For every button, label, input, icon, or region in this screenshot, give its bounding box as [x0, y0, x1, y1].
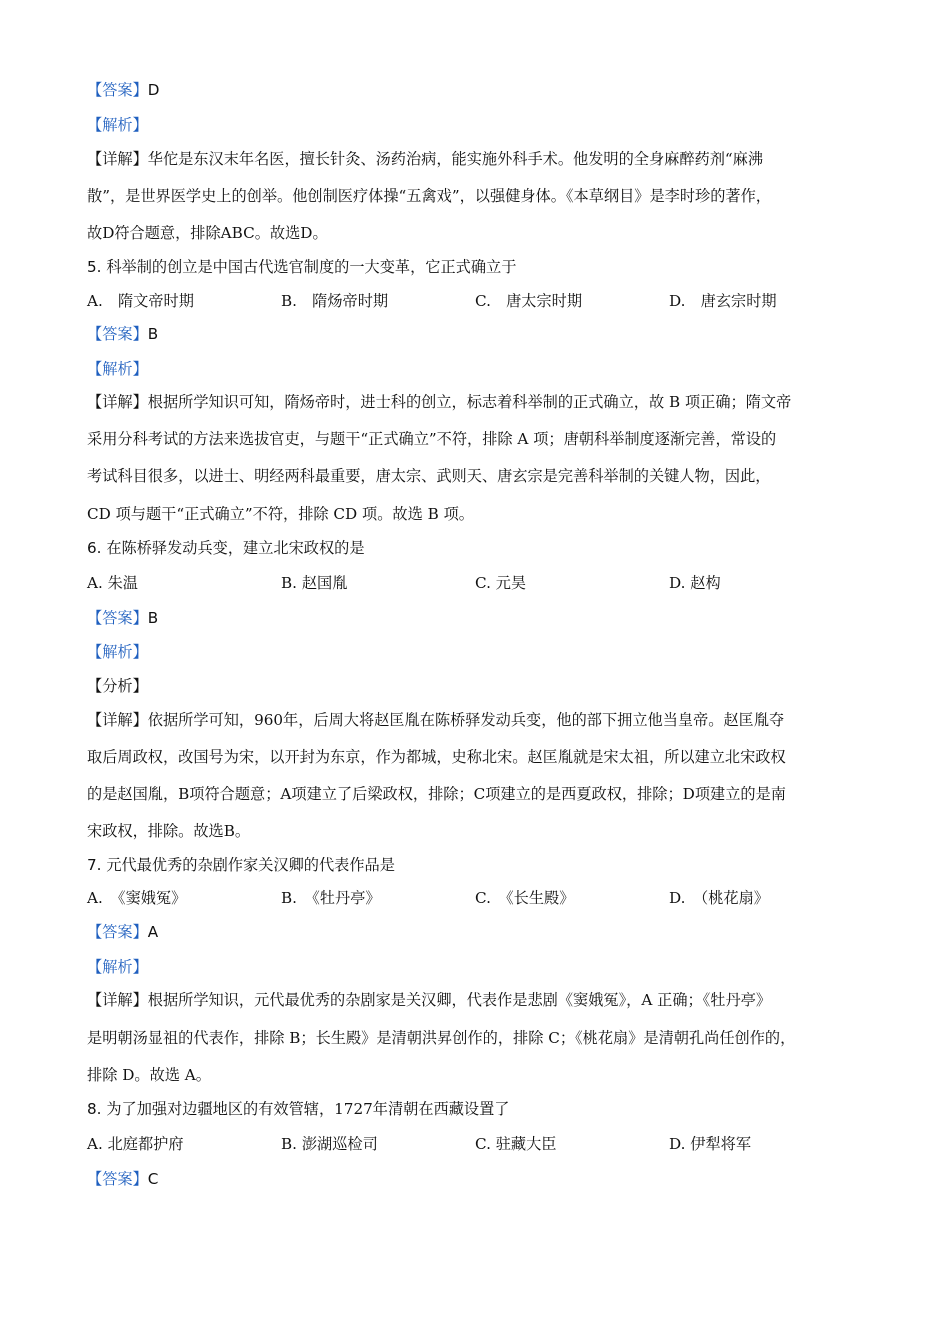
q7-option-b: B. 《牡丹亭》 — [281, 889, 381, 907]
detail-text: 根据所学知识，元代最优秀的杂剧家是关汉卿，代表作是悲剧《窦娥冤》，A 正确；《牡丹亭》 — [147, 991, 772, 1009]
q5-option-a: A. 隋文帝时期 — [87, 292, 194, 310]
q5-option-d: D. 唐玄宗时期 — [669, 292, 777, 310]
q4-answer — [87, 79, 159, 101]
q7-stem — [87, 854, 395, 876]
q7-answer — [87, 921, 158, 943]
question-text: 元代最优秀的杂剧作家关汉卿的代表作品是 — [106, 856, 395, 874]
q7-option-a: A. 《窦娥冤》 — [87, 889, 187, 907]
q5-answer — [87, 323, 158, 345]
q6-analysis-tag: 【解析】 — [87, 643, 148, 661]
q6-answer — [87, 607, 158, 629]
q6-fenxi-tag: 【分析】 — [87, 677, 148, 695]
answer-tag: 【答案】 — [87, 1170, 148, 1188]
q6-stem — [87, 537, 365, 559]
q5-stem — [87, 256, 516, 278]
q5-analysis-tag: 【解析】 — [87, 360, 148, 378]
q6-option-d: D. 赵构 — [669, 574, 721, 592]
answer-tag: 【答案】 — [87, 81, 148, 99]
q6-detail-line-3: 的是赵国胤，B项符合题意；A项建立了后梁政权，排除；C项建立的是西夏政权，排除；D项建立的是南 — [87, 785, 786, 803]
answer-tag: 【答案】 — [87, 609, 148, 627]
q4-analysis-tag: 【解析】 — [87, 116, 148, 134]
q8-option-b: B. 澎湖巡检司 — [281, 1135, 378, 1153]
q4-detail-line-3: 故D符合题意，排除ABC。故选D。 — [87, 224, 328, 242]
q4-detail-line-1 — [87, 148, 763, 170]
detail-text: 华佗是东汉末年名医，擅长针灸、汤药治病，能实施外科手术。他发明的全身麻醉药剂“麻沸 — [147, 150, 764, 168]
question-number: 8. — [87, 1100, 102, 1118]
q7-option-d: D. （桃花扇》 — [669, 889, 769, 907]
detail-text: 依据所学可知，960年，后周大将赵匡胤在陈桥驿发动兵变，他的部下拥立他当皇帝。赵匡胤夺 — [147, 711, 785, 729]
q8-option-c: C. 驻藏大臣 — [475, 1135, 557, 1153]
answer-tag: 【答案】 — [87, 325, 148, 343]
q7-detail-line-1 — [87, 989, 771, 1011]
q6-option-b: B. 赵国胤 — [281, 574, 348, 592]
q5-detail-line-4: CD 项与题干“正式确立”不符，排除 CD 项。故选 B 项。 — [87, 505, 474, 523]
q7-detail-line-3: 排除 D。故选 A。 — [87, 1066, 211, 1084]
q5-detail-line-3: 考试科目很多，以进士、明经两科最重要，唐太宗、武则天、唐玄宗是完善科举制的关键人物，因此， — [87, 467, 771, 485]
q5-detail-line-1 — [87, 391, 791, 413]
q5-detail-line-2: 采用分科考试的方法来选拔官吏，与题干“正式确立”不符，排除 A 项；唐朝科举制度逐渐完善，常设的 — [87, 430, 777, 448]
detail-tag: 【详解】 — [87, 393, 148, 411]
answer-value: A — [147, 923, 159, 941]
answer-value: B — [147, 325, 159, 343]
q8-option-d: D. 伊犁将军 — [669, 1135, 752, 1153]
answer-value: C — [147, 1170, 159, 1188]
q5-option-b: B. 隋炀帝时期 — [281, 292, 389, 310]
question-text: 在陈桥驿发动兵变，建立北宋政权的是 — [106, 539, 365, 557]
q7-option-c: C. 《长生殿》 — [475, 889, 575, 907]
question-number: 5. — [87, 258, 102, 276]
question-text: 为了加强对边疆地区的有效管辖，1727年清朝在西藏设置了 — [106, 1100, 510, 1118]
q4-detail-line-2: 散”，是世界医学史上的创举。他创制医疗体操“五禽戏”，以强健身体。《本草纲目》是李时珍的著作， — [87, 187, 771, 205]
q6-option-c: C. 元昊 — [475, 574, 527, 592]
q6-detail-line-1 — [87, 709, 784, 731]
q8-option-a: A. 北庭都护府 — [87, 1135, 184, 1153]
q8-answer — [87, 1168, 158, 1190]
answer-tag: 【答案】 — [87, 923, 148, 941]
q8-stem — [87, 1098, 509, 1120]
question-number: 6. — [87, 539, 102, 557]
detail-text: 根据所学知识可知，隋炀帝时，进士科的创立，标志着科举制的正式确立，故 B 项正确；隋文帝 — [147, 393, 792, 411]
q6-detail-line-4: 宋政权，排除。故选B。 — [87, 822, 251, 840]
q7-detail-line-2: 是明朝汤显祖的代表作，排除 B；长生殿》是清朝洪昇创作的，排除 C；《桃花扇》是清朝孔尚任创作的， — [87, 1029, 796, 1047]
detail-tag: 【详解】 — [87, 150, 148, 168]
detail-tag: 【详解】 — [87, 711, 148, 729]
question-text: 科举制的创立是中国古代选官制度的一大变革，它正式确立于 — [106, 258, 517, 276]
q7-analysis-tag: 【解析】 — [87, 958, 148, 976]
answer-value: D — [147, 81, 160, 99]
question-number: 7. — [87, 856, 102, 874]
answer-value: B — [147, 609, 159, 627]
q6-option-a: A. 朱温 — [87, 574, 138, 592]
q5-option-c: C. 唐太宗时期 — [475, 292, 583, 310]
q6-detail-line-2: 取后周政权，改国号为宋，以开封为东京，作为都城，史称北宋。赵匡胤就是宋太祖，所以建立北宋政权 — [87, 748, 786, 766]
detail-tag: 【详解】 — [87, 991, 148, 1009]
